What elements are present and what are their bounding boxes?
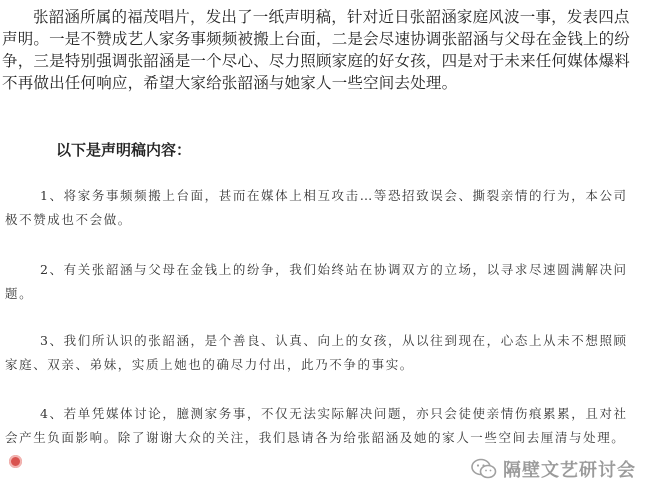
statement-item-3: 3、我们所认识的张韶涵，是个善良、认真、向上的女孩，从以往到现在，心态上从未不想照顾家庭、双亲、弟妹，实质上她也的确尽力付出，此乃不争的事实。 (5, 333, 628, 372)
statement-item-1: 1、将家务事频频搬上台面，甚而在媒体上相互攻击…等恐招致误会、撕裂亲情的行为，本公司极不赞成也不会做。 (5, 188, 628, 227)
statement-item-4-text: 4、若单凭媒体讨论，臆测家务事，不仅无法实际解决问题，亦只会徒使亲情伤痕累累，且对社会产生负面影响。除了谢谢大众的关注，我们恳请各为给张韶涵及她的家人一些空间去厘清与处理。 (5, 406, 628, 445)
watermark (471, 456, 636, 482)
watermark-text: 隔壁文艺研讨会 (503, 460, 636, 481)
statement-heading: 以下是声明稿内容： (56, 141, 192, 159)
intro-paragraph: 张韶涵所属的福茂唱片，发出了一纸声明稿，针对近日张韶涵家庭风波一事，发表四点声明。一是不赞成艺人家务事频频被搬上台面，二是会尽速协调张韶涵与父母在金钱上的纷争，三是特别强调张韶涵是一个尽心、尽力照顾家庭的好女孩，四是对于未来任何媒体爆料不再做出任何响应，希望大家给张韶涵与她家人一些空间去处理。 (2, 8, 631, 92)
seal-icon (9, 455, 22, 468)
wechat-icon (471, 458, 497, 480)
statement-item-2: 2、有关张韶涵与父母在金钱上的纷争，我们始终站在协调双方的立场，以寻求尽速圆满解决问题。 (5, 262, 628, 301)
